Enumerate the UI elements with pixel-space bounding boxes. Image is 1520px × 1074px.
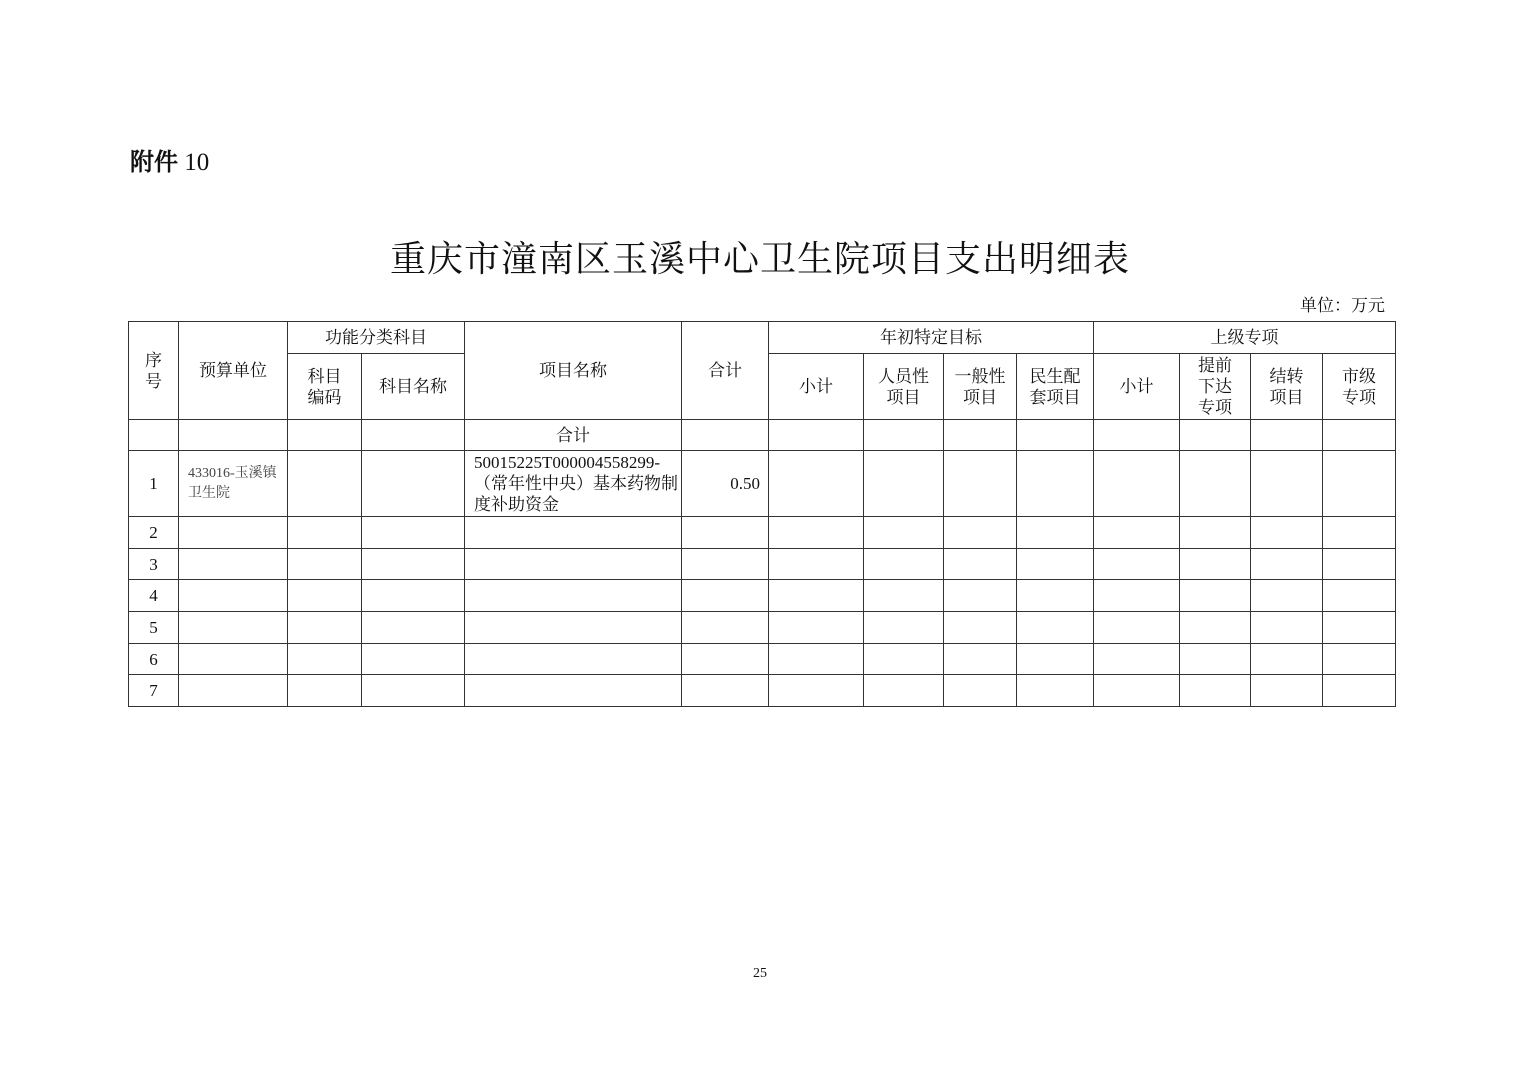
table-row xyxy=(129,644,1396,675)
row-seq: 6 xyxy=(129,644,179,675)
attachment-label xyxy=(130,144,209,181)
row-seq: 3 xyxy=(129,549,179,580)
total-row-label: 合计 xyxy=(465,420,682,451)
attachment-number: 10 xyxy=(184,149,210,176)
header-seq: 序号 xyxy=(129,322,179,420)
row-total: 0.50 xyxy=(682,451,769,517)
header-subject-code: 科目编码 xyxy=(288,354,362,420)
header-subject-name: 科目名称 xyxy=(362,354,465,420)
budget-table xyxy=(128,321,1396,707)
row-seq: 1 xyxy=(129,451,179,517)
header-total: 合计 xyxy=(682,322,769,420)
page-number: 25 xyxy=(753,966,767,981)
row-seq: 4 xyxy=(129,580,179,612)
header-advance: 提前下达专项 xyxy=(1180,354,1251,420)
header-subtotal: 小计 xyxy=(769,354,864,420)
table-row xyxy=(129,612,1396,644)
row-project-name: 50015225T000004558299-（常年性中央）基本药物制度补助资金 xyxy=(465,451,682,517)
table-row xyxy=(129,517,1396,549)
header-project-name: 项目名称 xyxy=(465,322,682,420)
row-budget-unit: 433016-玉溪镇卫生院 xyxy=(179,451,288,517)
attachment-prefix: 附件 xyxy=(130,148,178,176)
header-livelihood: 民生配套项目 xyxy=(1017,354,1094,420)
table-row xyxy=(129,549,1396,580)
header-general: 一般性项目 xyxy=(944,354,1017,420)
table-row xyxy=(129,451,1396,517)
table-row xyxy=(129,580,1396,612)
unit-label: 单位：万元 xyxy=(1300,296,1385,315)
header-func-category: 功能分类科目 xyxy=(288,322,465,354)
header-city: 市级专项 xyxy=(1323,354,1396,420)
row-seq: 2 xyxy=(129,517,179,549)
header-subtotal-2: 小计 xyxy=(1094,354,1180,420)
header-budget-unit: 预算单位 xyxy=(179,322,288,420)
header-annual-target: 年初特定目标 xyxy=(769,322,1094,354)
header-superior: 上级专项 xyxy=(1094,322,1396,354)
total-row xyxy=(129,420,1396,451)
header-personnel: 人员性项目 xyxy=(864,354,944,420)
row-seq: 5 xyxy=(129,612,179,644)
table-row xyxy=(129,675,1396,707)
row-seq: 7 xyxy=(129,675,179,707)
document-title: 重庆市潼南区玉溪中心卫生院项目支出明细表 xyxy=(389,239,1130,280)
header-carryover: 结转项目 xyxy=(1251,354,1323,420)
